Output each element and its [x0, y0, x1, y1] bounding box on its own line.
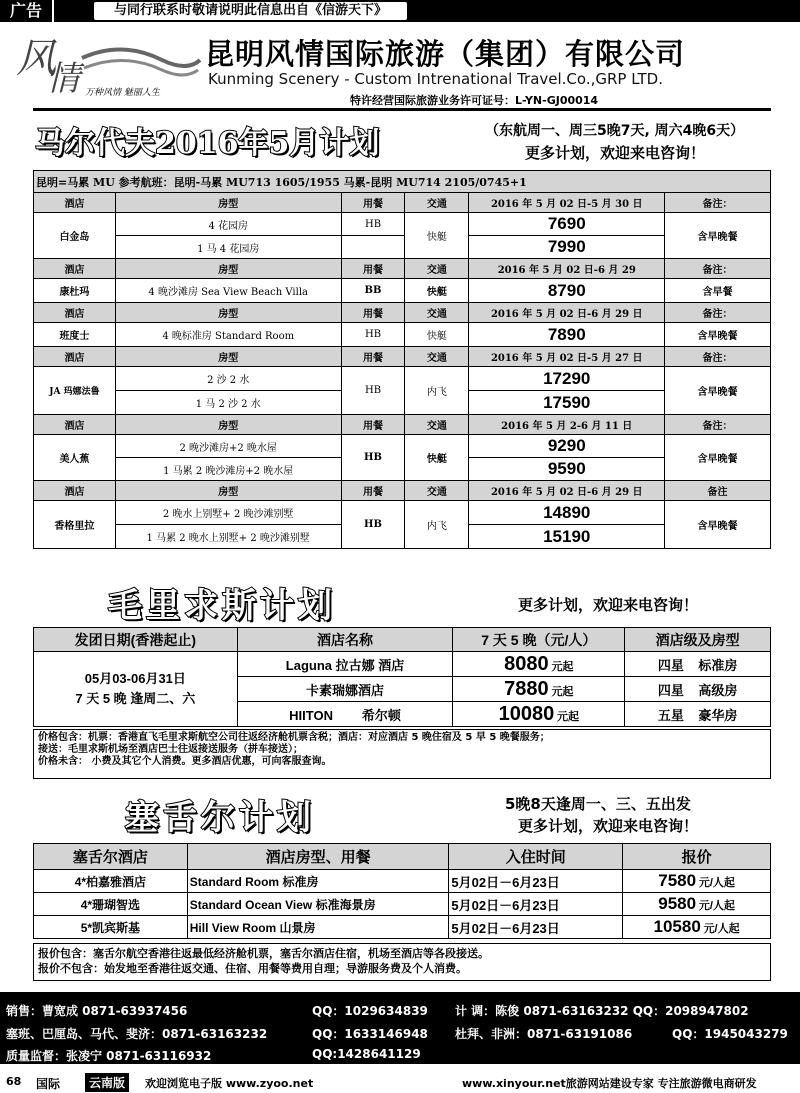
price-header: 报价: [623, 844, 771, 870]
quality-qq: QQ:1428641129: [312, 1047, 421, 1061]
note-line: 价格包含：机票：香港直飞毛里求斯航空公司往返经济舱机票含税；酒店：对应酒店 5 晚住宿及 5 早 5 晚餐服务；: [38, 732, 550, 743]
room-type: 2 晚水上别墅+ 2 晚沙滩别墅: [115, 501, 341, 525]
hotel-header: 酒店: [34, 193, 116, 213]
company-name-cn: 昆明风情国际旅游（集团）有限公司: [205, 37, 686, 71]
remark-header: 备注：: [665, 347, 771, 367]
mauritius-table: [33, 627, 771, 727]
hotel-name-cn: 希尔顿: [361, 707, 401, 723]
hotel-header: 酒店名称: [237, 628, 453, 652]
price: 7880: [504, 677, 549, 700]
hotel-header: 酒店: [34, 415, 116, 435]
room-level: 豪华房: [698, 707, 738, 723]
room-type: Standard Ocean View 标准海景房: [187, 893, 449, 916]
remark: 含早晚餐: [665, 213, 771, 259]
header-divider: [33, 108, 771, 111]
hotel-name: 白金岛: [34, 213, 116, 259]
section-name: 国际: [36, 1077, 61, 1091]
stay-date: 5月02日－6月23日: [449, 870, 623, 893]
transport: 快艇: [405, 213, 469, 259]
sales-qq: QQ：1029634839: [312, 1004, 428, 1018]
meal-header: 用餐: [341, 193, 405, 213]
ad-label: 广告: [0, 0, 54, 22]
price-unit: 元起: [551, 660, 574, 673]
meal-header: 用餐: [341, 481, 405, 501]
license-number: 特许经营国际旅游业务许可证号：L-YN-GJ00014: [350, 94, 599, 107]
island-qq: QQ：1633146948: [312, 1027, 428, 1041]
room-header: 房型: [115, 481, 341, 501]
hotel-name: 4*珊瑚智选: [34, 893, 188, 916]
hotel-name: 班度士: [34, 323, 116, 347]
star: 五星: [657, 707, 684, 723]
room-level: 标准房: [698, 657, 738, 673]
hotel-level: [625, 677, 771, 702]
price: 17290: [469, 367, 665, 391]
meal-plan: HB: [341, 367, 405, 415]
hotel-name-en: HIITON: [289, 707, 333, 723]
footer-right-text: www.xinyour.net旅游网站建设专家 专注旅游微电商研发: [462, 1077, 757, 1090]
tour-length: 7 天 5 晚 逢周二、六: [75, 691, 196, 706]
remark: 含早晚餐: [665, 501, 771, 549]
hotel-level: [625, 652, 771, 677]
price: 10080: [498, 702, 555, 725]
price: 10580: [653, 917, 701, 936]
room-type: 1 马累 2 晚沙滩房+2 晚水屋: [115, 458, 341, 481]
svg-text:风: 风: [16, 36, 56, 82]
hotel-name: [237, 702, 453, 727]
meal-plan: HB: [341, 435, 405, 481]
transport: 快艇: [405, 435, 469, 481]
logo-slogan: 万种风情 魅丽人生: [85, 88, 160, 98]
sales-contact: 销售：曹宽成 0871-63937456: [6, 1004, 188, 1018]
remark: 含早晚餐: [665, 367, 771, 415]
hotel-name: Laguna 拉古娜 酒店: [237, 652, 453, 677]
room-level: 高级房: [698, 682, 738, 698]
meal-plan: HB: [341, 323, 405, 347]
room-header: 房型: [115, 415, 341, 435]
svg-text:情: 情: [46, 59, 80, 99]
hotel-header: 酒店: [34, 347, 116, 367]
price: 9290: [469, 435, 665, 458]
price-cell: [453, 652, 625, 677]
seychelles-schedule: 5晚8天逢周一、三、五出发: [505, 795, 691, 813]
room-type: 2 晚沙滩房+2 晚水屋: [115, 435, 341, 458]
date-header: 入住时间: [449, 844, 623, 870]
price: 14890: [469, 501, 665, 525]
room-header: 房型: [115, 303, 341, 323]
date-header: 2016 年 5 月 02 日-5 月 30 日: [469, 193, 665, 213]
date-header: 发团日期(香港起止): [34, 628, 238, 652]
date-header: 2016 年 5 月 02 日-6 月 29 日: [469, 303, 665, 323]
hotel-header: 酒店: [34, 481, 116, 501]
transport: 内飞: [405, 501, 469, 549]
price-cell: [623, 916, 771, 939]
meal-header: 用餐: [341, 415, 405, 435]
transport-header: 交通: [405, 481, 469, 501]
price: 9590: [469, 458, 665, 481]
remark-header: 备注：: [665, 259, 771, 279]
departure-dates: [34, 652, 238, 727]
date-header: 2016 年 5 月 02 日-6 月 29: [469, 259, 665, 279]
price-unit: 元/人起: [698, 900, 735, 912]
seychelles-title: 塞舌尔计划: [125, 798, 315, 838]
transport-header: 交通: [405, 259, 469, 279]
price-cell: [623, 870, 771, 893]
room-type: 4 花园房: [115, 213, 341, 236]
price: 7580: [658, 871, 697, 890]
seychelles-table: [33, 843, 771, 939]
remark: 含早晚餐: [665, 323, 771, 347]
island-contact: 塞班、巴厘岛、马代、斐济：0871-63163232: [6, 1027, 268, 1041]
transport-header: 交通: [405, 303, 469, 323]
ad-topbar: [0, 0, 800, 22]
mauritius-title: 毛里求斯计划: [108, 586, 336, 626]
price-cell: [453, 677, 625, 702]
region-badge: 云南版: [85, 1073, 129, 1092]
transport-header: 交通: [405, 193, 469, 213]
maldives-table: [33, 170, 771, 549]
hotel-name: 美人蕉: [34, 435, 116, 481]
meal-plan: HB: [341, 501, 405, 549]
price: 15190: [469, 525, 665, 549]
hotel-header: 塞舌尔酒店: [34, 844, 188, 870]
transport: 快艇: [405, 323, 469, 347]
room-type: 2 沙 2 水: [115, 367, 341, 391]
level-header: 酒店级及房型: [625, 628, 771, 652]
note-line: 接送：毛里求斯机场至酒店巴士往返接送服务（拼车接送）；: [38, 744, 303, 755]
meal-plan: BB: [341, 279, 405, 303]
price: 9580: [658, 894, 697, 913]
hotel-name: 4*柏嘉雅酒店: [34, 870, 188, 893]
date-header: 2016 年 5 月 2-6 月 11 日: [469, 415, 665, 435]
room-type: 4 晚沙滩房 Sea View Beach Villa: [115, 279, 341, 303]
price: 7890: [469, 323, 665, 347]
flight-info: 昆明=马累 MU 参考航班：昆明-马累 MU713 1605/1955 马累-昆明 MU714 2105/0745+1: [34, 171, 771, 193]
transport-header: 交通: [405, 347, 469, 367]
meal-plan: HB: [341, 213, 405, 236]
hotel-header: 酒店: [34, 303, 116, 323]
transport-header: 交通: [405, 415, 469, 435]
price-cell: [623, 893, 771, 916]
remark: 含早晚餐: [665, 435, 771, 481]
room-header: 房型: [115, 259, 341, 279]
price: 8790: [469, 279, 665, 303]
room-type: 1 马累 2 晚水上别墅+ 2 晚沙滩别墅: [115, 525, 341, 549]
room-type: Standard Room 标准房: [187, 870, 449, 893]
hotel-name: JA 玛娜法鲁: [34, 367, 116, 415]
hotel-name: 香格里拉: [34, 501, 116, 549]
room-type: Hill View Room 山景房: [187, 916, 449, 939]
price: 17590: [469, 391, 665, 415]
price: 8080: [504, 652, 549, 675]
room-header: 房型: [115, 347, 341, 367]
date-header: 2016 年 5 月 02 日-5 月 27 日: [469, 347, 665, 367]
source-notice: 与同行联系时敬请说明此信息出自《信游天下》: [94, 2, 407, 20]
maldives-flight-days: （东航周一、周三5晚7天, 周六4晚6天）: [485, 123, 745, 139]
contact-panel: [0, 992, 800, 1064]
dubai-qq: QQ：1945043279: [672, 1027, 788, 1041]
price-unit: 元/人起: [698, 877, 735, 889]
company-name-en: Kunming Scenery - Custom Intrenational Travel.Co.,GRP LTD.: [208, 70, 663, 88]
quality-contact: 质量监督：张凌宁 0871-63116932: [6, 1049, 212, 1063]
hotel-header: 酒店: [34, 259, 116, 279]
remark: 含早餐: [665, 279, 771, 303]
hotel-name: 卡素瑞娜酒店: [237, 677, 453, 702]
seychelles-notes: [33, 943, 771, 981]
page-footer: [0, 1072, 800, 1093]
price-unit: 元起: [551, 685, 574, 698]
remark-header: 备注：: [665, 303, 771, 323]
note-line: 价格未含： 小费及其它个人消费。更多酒店优惠，可向客服查询。: [38, 756, 332, 767]
room-header: 房型: [115, 193, 341, 213]
remark-header: 备注: [665, 481, 771, 501]
footer-left-text: 欢迎浏览电子版 www.zyoo.net: [145, 1077, 314, 1090]
price-cell: [453, 702, 625, 727]
room-type: 1 马 4 花园房: [115, 236, 341, 259]
remark-header: 备注：: [665, 193, 771, 213]
dubai-contact: 杜拜、非洲：0871-63191086: [455, 1027, 633, 1041]
hotel-level: [625, 702, 771, 727]
ops-contact: 计 调：陈俊 0871-63163232 QQ：2098947802: [455, 1004, 749, 1018]
mauritius-more: 更多计划，欢迎来电咨询！: [518, 596, 699, 614]
transport: 快艇: [405, 279, 469, 303]
hotel-name: 康杜玛: [34, 279, 116, 303]
maldives-more: 更多计划，欢迎来电咨询！: [525, 144, 706, 162]
star: 四星: [657, 657, 684, 673]
meal-header: 用餐: [341, 303, 405, 323]
price-header: 7 天 5 晚（元/人）: [453, 628, 625, 652]
stay-date: 5月02日－6月23日: [449, 916, 623, 939]
price: 7990: [469, 236, 665, 259]
room-type: 4 晚标准房 Standard Room: [115, 323, 341, 347]
meal-header: 用餐: [341, 347, 405, 367]
price-unit: 元/人起: [703, 923, 740, 935]
hotel-name: 5*凯宾斯基: [34, 916, 188, 939]
stay-date: 5月02日－6月23日: [449, 893, 623, 916]
mauritius-notes: [33, 729, 771, 779]
star: 四星: [657, 682, 684, 698]
transport: 内飞: [405, 367, 469, 415]
price-unit: 元起: [557, 710, 579, 723]
date-range: 05月03-06月31日: [84, 671, 186, 686]
page-number: 68: [6, 1075, 22, 1088]
meal-plan: [341, 236, 405, 259]
meal-header: 用餐: [341, 259, 405, 279]
room-type: 1 马 2 沙 2 水: [115, 391, 341, 415]
note-line: 报价不包含：始发地至香港往返交通、住宿、用餐等费用自理；导游服务费及个人消费。: [38, 962, 467, 975]
maldives-title: 马尔代夫2016年5月计划: [35, 126, 380, 161]
note-line: 报价包含：塞舌尔航空香港往返最低经济舱机票，塞舌尔酒店住宿，机场至酒店等各段接送。: [38, 947, 489, 960]
room-header: 酒店房型、用餐: [187, 844, 449, 870]
date-header: 2016 年 5 月 02 日-6 月 29 日: [469, 481, 665, 501]
seychelles-more: 更多计划，欢迎来电咨询！: [518, 817, 699, 835]
price: 7690: [469, 213, 665, 236]
remark-header: 备注：: [665, 415, 771, 435]
